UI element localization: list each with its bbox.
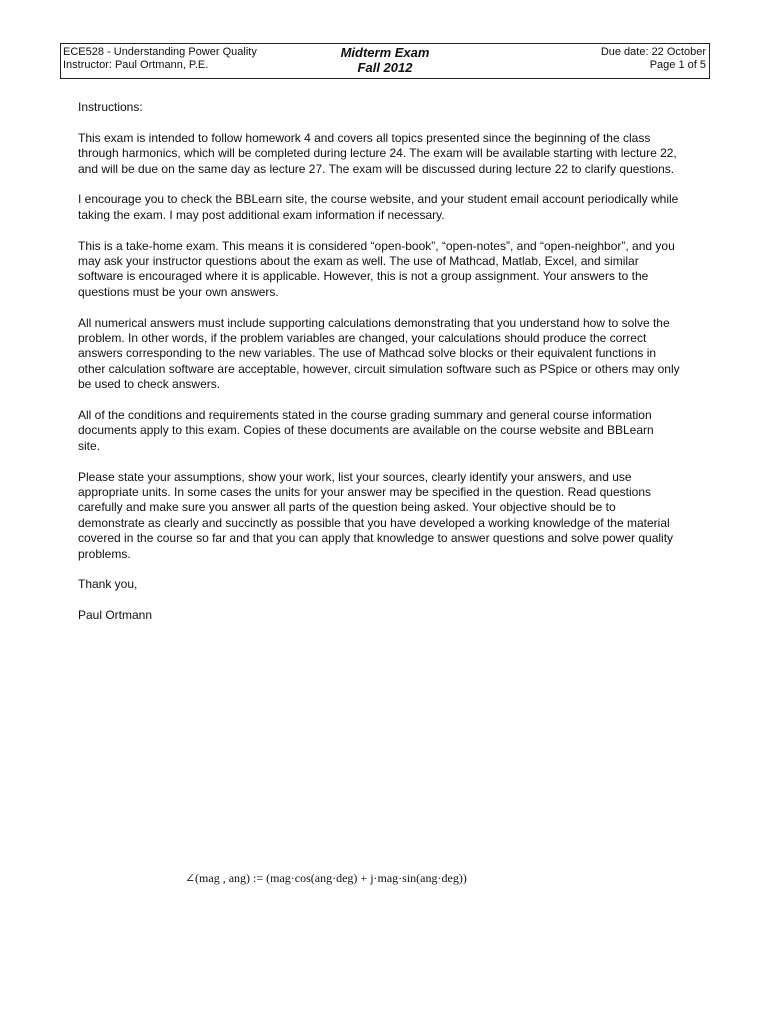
closing-text: Thank you, (78, 577, 138, 592)
page-number: Page 1 of 5 (649, 59, 706, 71)
instructions-heading: Instructions: (78, 100, 143, 114)
signature-name: Paul Ortmann (78, 608, 153, 623)
instructions-body (78, 100, 708, 639)
paragraph-scope: This exam is intended to follow homework 4 and covers all topics presented since the beginning of the class through harmonics, which will be completed during lecture 24. The exam will be available starting with lecture 22, and will be due on the same day as lecture 27. The exam will be discussed during lecture 22 to clarify questions. (78, 130, 677, 176)
due-date: Due date: 22 October (600, 46, 706, 58)
paragraph-bblearn: I encourage you to check the BBLearn site, the course website, and your student email account periodically while taking the exam. I may post additional exam information if necessary. (78, 192, 679, 222)
page-header (60, 43, 710, 79)
phasor-formula: ∠(mag , ang) := (mag·cos(ang·deg) + j·mag·sin(ang·deg)) (185, 871, 467, 885)
paragraph-assumptions: Please state your assumptions, show your work, list your sources, clearly identify your answers, and use appropriate units. In some cases the units for your answer may be specified in the question. Read questions carefully and make sure you answer all parts of the question being asked. Your objective should be to demonstrate as clearly and succinctly as possible that you have developed a working knowledge of the material covered in the course so far and that you can apply that knowledge to answer questions and solve power quality problems. (78, 469, 674, 561)
exam-title: Midterm Exam (340, 45, 430, 60)
paragraph-conditions: All of the conditions and requirements stated in the course grading summary and general course information documents apply to this exam. Copies of these documents are available on the course website and BBLearn site. (78, 408, 654, 453)
header-right-block (601, 46, 706, 72)
exam-term: Fall 2012 (357, 60, 413, 75)
course-name: ECE528 - Understanding Power Quality (63, 46, 257, 58)
instructor-name: Instructor: Paul Ortmann, P.E. (63, 59, 209, 71)
paragraph-numerical-answers: All numerical answers must include supporting calculations demonstrating that you understand how to solve the problem. In other words, if the problem variables are changed, your calculations should produce the correct answers corresponding to the new variables. The use of Mathcad solve blocks or their equivalent functions in other calculation software are acceptable, however, circuit simulation software such as PSpice or others may only be used to check answers. (78, 315, 680, 392)
paragraph-take-home: This is a take-home exam. This means it is considered “open-book”, “open-notes”, and “open-neighbor”, and you may ask your instructor questions about the exam as well. The use of Mathcad, Matlab, Excel, and similar software is encouraged where it is applicable. However, this is not a group assignment. Your answers to the questions must be your own answers. (78, 238, 675, 299)
